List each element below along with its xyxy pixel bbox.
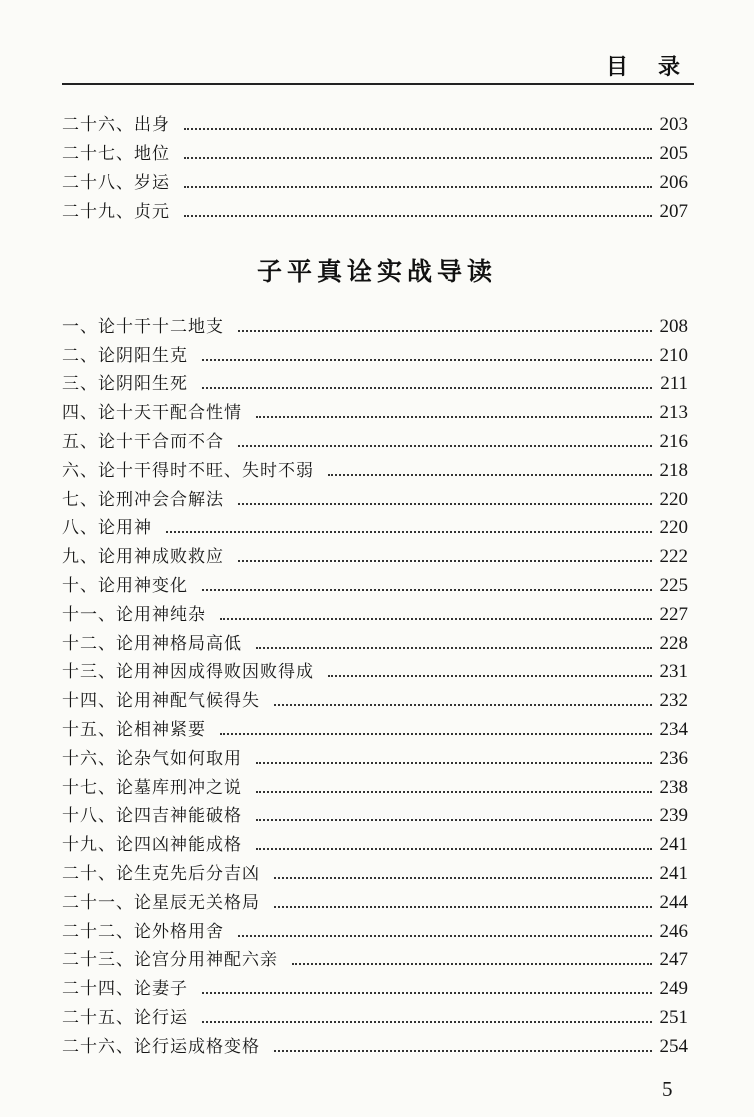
- toc-entry-label: 十二、论用神格局高低: [62, 633, 242, 654]
- dot-leader: [238, 503, 652, 505]
- toc-entry-page: 205: [659, 143, 688, 164]
- toc-entry: [62, 856, 688, 885]
- header-rule: [62, 83, 694, 85]
- toc-entry: [62, 194, 688, 223]
- dot-leader: [256, 848, 652, 850]
- toc-entry-page: 211: [660, 373, 688, 395]
- toc-entry-label: 十三、论用神因成得败因败得成: [62, 662, 314, 683]
- dot-leader: [202, 992, 652, 994]
- toc-entry-label: 二十八、岁运: [62, 173, 170, 193]
- toc-entry-label: 八、论用神: [62, 518, 152, 539]
- toc-entry: [62, 597, 688, 626]
- dot-leader: [292, 963, 652, 965]
- toc-entry-page: 247: [659, 949, 688, 971]
- toc-entry-label: 二十五、论行运: [62, 1007, 188, 1028]
- toc-entry: [62, 424, 688, 453]
- dot-leader: [328, 474, 652, 476]
- toc-entry-label: 二十九、贞元: [62, 202, 170, 222]
- toc-entry: [62, 453, 688, 482]
- dot-leader: [256, 416, 652, 418]
- toc-entry-page: 203: [659, 114, 688, 135]
- toc-entry-label: 七、论刑冲会合解法: [62, 489, 224, 510]
- dot-leader: [274, 1050, 652, 1052]
- toc-entry-label: 十四、论用神配气候得失: [62, 691, 260, 712]
- toc-entry-label: 二十七、地位: [62, 144, 170, 164]
- toc-entry-page: 228: [659, 632, 688, 654]
- toc-entry-label: 十九、论四凶神能成格: [62, 835, 242, 856]
- toc-entry-page: 246: [659, 920, 688, 942]
- toc-entry-label: 一、论十干十二地支: [62, 316, 224, 337]
- toc-entry-label: 二十六、出身: [62, 115, 170, 135]
- toc-entry-page: 241: [659, 834, 688, 856]
- dot-leader: [202, 387, 652, 389]
- toc-entry-page: 244: [659, 891, 688, 913]
- toc-entry-label: 二、论阴阳生克: [62, 345, 188, 366]
- dot-leader: [220, 733, 652, 735]
- toc-entry-page: 236: [659, 747, 688, 769]
- dot-leader: [256, 647, 652, 649]
- toc-entry-page: 225: [659, 574, 688, 596]
- dot-leader: [184, 128, 652, 130]
- dot-leader: [274, 704, 652, 706]
- toc-entry: [62, 1029, 688, 1058]
- toc-entry: [62, 539, 688, 568]
- toc-entry-page: 210: [659, 344, 688, 366]
- toc-entry-page: 207: [659, 201, 688, 222]
- toc-entry-page: 220: [659, 517, 688, 539]
- toc-entry-label: 三、论阴阳生死: [62, 374, 188, 395]
- toc-entry: [62, 770, 688, 799]
- toc-entry-page: 213: [659, 402, 688, 424]
- toc-entry: [62, 799, 688, 828]
- toc-entry-page: 251: [659, 1006, 688, 1028]
- dot-leader: [238, 935, 652, 937]
- toc-entry-page: 254: [659, 1035, 688, 1057]
- toc-entry: [62, 136, 688, 165]
- page-number: 5: [662, 1077, 673, 1101]
- toc-entry: [62, 655, 688, 684]
- dot-leader: [184, 157, 652, 159]
- toc-entry-page: 232: [659, 690, 688, 712]
- dot-leader: [238, 560, 652, 562]
- toc-entry-label: 二十一、论星辰无关格局: [62, 892, 260, 913]
- dot-leader: [184, 186, 652, 188]
- toc-entry-label: 九、论用神成败救应: [62, 547, 224, 568]
- toc-entry-label: 二十六、论行运成格变格: [62, 1036, 260, 1057]
- toc-entry: [62, 885, 688, 914]
- toc-entry: [62, 914, 688, 943]
- toc-entry: [62, 568, 688, 597]
- toc-entry-page: 208: [659, 315, 688, 337]
- toc-entry-page: 234: [659, 718, 688, 740]
- toc-entry-page: 238: [659, 776, 688, 798]
- dot-leader: [202, 589, 652, 591]
- toc-entry-label: 二十四、论妻子: [62, 979, 188, 1000]
- toc-entry-page: 218: [659, 459, 688, 481]
- toc-entry-page: 206: [659, 172, 688, 193]
- toc-entry: [62, 971, 688, 1000]
- page-header-title: 目录: [606, 55, 711, 80]
- toc-entry-label: 六、论十干得时不旺、失时不弱: [62, 460, 314, 481]
- toc-entry-page: 220: [659, 488, 688, 510]
- dot-leader: [328, 675, 652, 677]
- toc-entry-label: 十、论用神变化: [62, 575, 188, 596]
- toc-entry: [62, 107, 688, 136]
- dot-leader: [238, 445, 652, 447]
- toc-entry: [62, 338, 688, 367]
- section-title: 子平真诠实战导读: [256, 257, 497, 286]
- toc-previous-list: [62, 107, 688, 223]
- toc-entry-label: 二十三、论宫分用神配六亲: [62, 950, 278, 971]
- toc-entry-page: 231: [659, 661, 688, 683]
- toc-entry-label: 二十、论生克先后分吉凶: [62, 863, 260, 884]
- dot-leader: [274, 906, 652, 908]
- toc-entry: [62, 367, 688, 396]
- toc-entry: [62, 395, 688, 424]
- dot-leader: [166, 531, 652, 533]
- toc-entry: [62, 511, 688, 540]
- dot-leader: [274, 877, 652, 879]
- toc-entry: [62, 943, 688, 972]
- dot-leader: [256, 819, 652, 821]
- toc-entry-label: 五、论十干合而不合: [62, 431, 224, 452]
- dot-leader: [202, 359, 652, 361]
- dot-leader: [256, 791, 652, 793]
- dot-leader: [238, 330, 652, 332]
- toc-entry-label: 十七、论墓库刑冲之说: [62, 777, 242, 798]
- toc-entry-label: 十八、论四吉神能破格: [62, 806, 242, 827]
- toc-entry: [62, 482, 688, 511]
- dot-leader: [202, 1021, 652, 1023]
- toc-entry: [62, 1000, 688, 1029]
- toc-section-list: [62, 309, 688, 1058]
- toc-entry-page: 239: [659, 805, 688, 827]
- toc-entry-label: 十一、论用神纯杂: [62, 604, 206, 625]
- toc-entry-page: 249: [659, 978, 688, 1000]
- toc-entry: [62, 683, 688, 712]
- dot-leader: [220, 618, 652, 620]
- toc-entry-page: 241: [659, 862, 688, 884]
- toc-entry-label: 十六、论杂气如何取用: [62, 748, 242, 769]
- toc-entry-label: 二十二、论外格用舍: [62, 921, 224, 942]
- toc-entry-label: 四、论十天干配合性情: [62, 403, 242, 424]
- toc-entry-page: 216: [659, 430, 688, 452]
- toc-entry-label: 十五、论相神紧要: [62, 719, 206, 740]
- dot-leader: [256, 762, 652, 764]
- toc-entry: [62, 626, 688, 655]
- toc-entry: [62, 165, 688, 194]
- toc-entry: [62, 712, 688, 741]
- dot-leader: [184, 215, 652, 217]
- toc-entry-page: 227: [659, 603, 688, 625]
- toc-entry: [62, 827, 688, 856]
- toc-entry: [62, 741, 688, 770]
- toc-entry-page: 222: [659, 546, 688, 568]
- toc-entry: [62, 309, 688, 338]
